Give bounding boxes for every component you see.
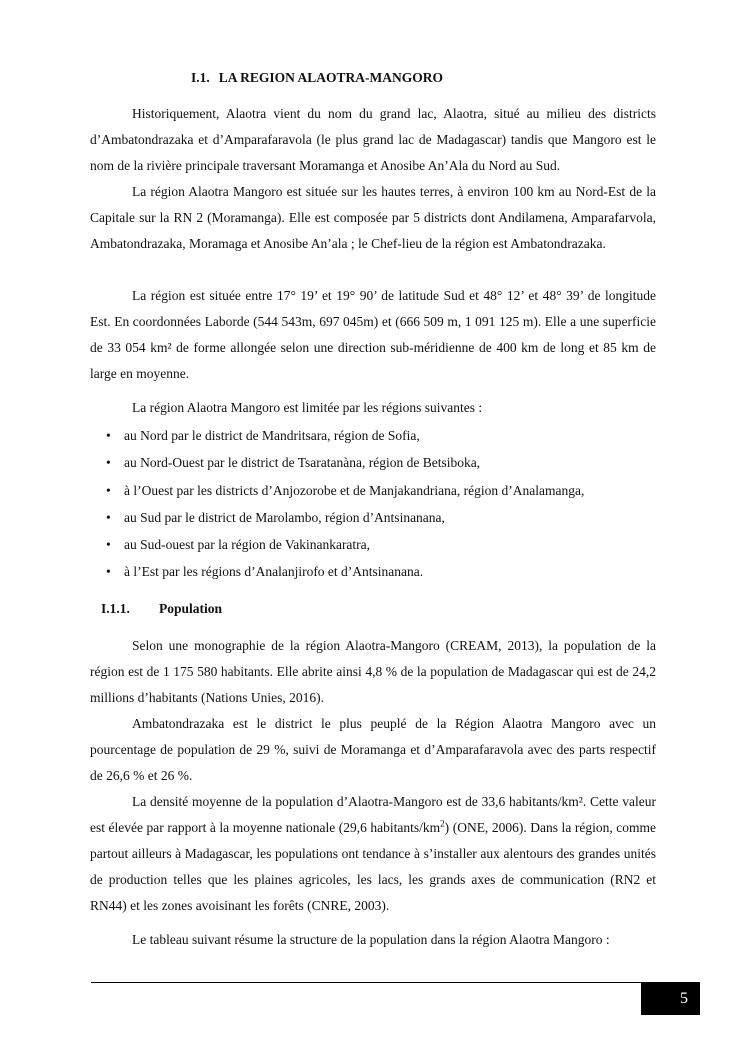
subsection-title: Population <box>159 601 223 616</box>
paragraph-table-intro: Le tableau suivant résume la structure de la population dans la région Alaotra Mangoro : <box>132 932 610 947</box>
bullet-icon: • <box>106 428 111 443</box>
bullet-icon: • <box>106 564 111 580</box>
list-item: • au Sud-ouest par la région de Vakinankaratra, <box>90 531 656 558</box>
bullet-icon: • <box>106 482 111 498</box>
section-heading <box>191 70 443 86</box>
paragraph-location: La région Alaotra Mangoro est située sur les hautes terres, à environ 100 km au Nord-Est de la Capitale sur la RN 2 (Moramanga). Elle est composée par 5 districts dont Andilamena, Amparafarvola, Ambatondrazaka, Moramaga et Anosibe An’ala ; le Chef-lieu de la région est Ambatondrazaka. <box>90 184 656 251</box>
list-item: • au Nord par le district de Mandritsara, région de Sofia, <box>90 422 656 449</box>
paragraph-population-total: Selon une monographie de la région Alaotra-Mangoro (CREAM, 2013), la population de la région est de 1 175 580 habitants. Elle abrite ainsi 4,8 % de la population de Madagascar qui est de 24,2 millions d’habitants (Nations Unies, 2016). <box>90 638 656 705</box>
boundaries-list <box>90 422 656 586</box>
list-item: • à l’Est par les régions d’Analanjirofo et d’Antsinanana. <box>90 558 656 585</box>
bullet-icon: • <box>106 455 111 471</box>
paragraph-boundaries-intro: La région Alaotra Mangoro est limitée par les régions suivantes : <box>132 400 483 415</box>
paragraph-history: Historiquement, Alaotra vient du nom du grand lac, Alaotra, situé au milieu des districts d’Ambatondrazaka et d’Amparafaravola (le plus grand lac de Madagascar) tandis que Mangoro est le nom de la rivière principale traversant Moramanga et Anosibe An’Ala du Nord au Sud. <box>90 106 656 173</box>
section-title: LA REGION ALAOTRA-MANGORO <box>218 70 444 85</box>
subsection-heading <box>101 601 222 617</box>
paragraph-population-districts: Ambatondrazaka est le district le plus peuplé de la Région Alaotra Mangoro avec un pourcentage de population de 29 %, suivi de Moramanga et d’Amparafaravola avec des parts respectif de 26,6 % et 26 %. <box>90 716 656 783</box>
paragraph-coordinates: La région est située entre 17° 19’ et 19° 90’ de latitude Sud et 48° 12’ et 48° 39’ de longitude Est. En coordonnées Laborde (544 543m, 697 045m) et (666 509 m, 1 091 125 m). Elle a une superficie de 33 054 km² de forme allongée selon une direction sub-méridienne de 400 km de long et 85 km de large en moyenne. <box>90 288 656 381</box>
subsection-number: I.1.1. <box>101 601 130 616</box>
list-item: • au Nord-Ouest par le district de Tsaratanàna, région de Betsiboka, <box>90 449 656 476</box>
section-number: I.1. <box>191 70 210 85</box>
paragraph-population-density: La densité moyenne de la population d’Alaotra-Mangoro est de 33,6 habitants/km². Cette valeur est élevée par rapport à la moyenne nationale (29,6 habitants/$km^2$) (ONE, 2006). Dans la région, comme partout ailleurs à Madagascar, les populations ont tendance à s’installer aux alentours des grandes unités de production telles que les plaines agricoles, les lacs, les grands axes de communication (RN2 et RN44) et les zones avoisinant les forêts (CNRE, 2003). <box>90 794 656 913</box>
list-item: • au Sud par le district de Marolambo, région d’Antsinanana, <box>90 504 656 531</box>
bullet-icon: • <box>106 509 111 525</box>
list-item: • à l’Ouest par les districts d’Anjozorobe et de Manjakandriana, région d’Analamanga, <box>90 477 656 504</box>
page-number: 5 <box>641 982 700 1015</box>
footer-divider <box>91 982 641 983</box>
bullet-icon: • <box>106 537 111 553</box>
